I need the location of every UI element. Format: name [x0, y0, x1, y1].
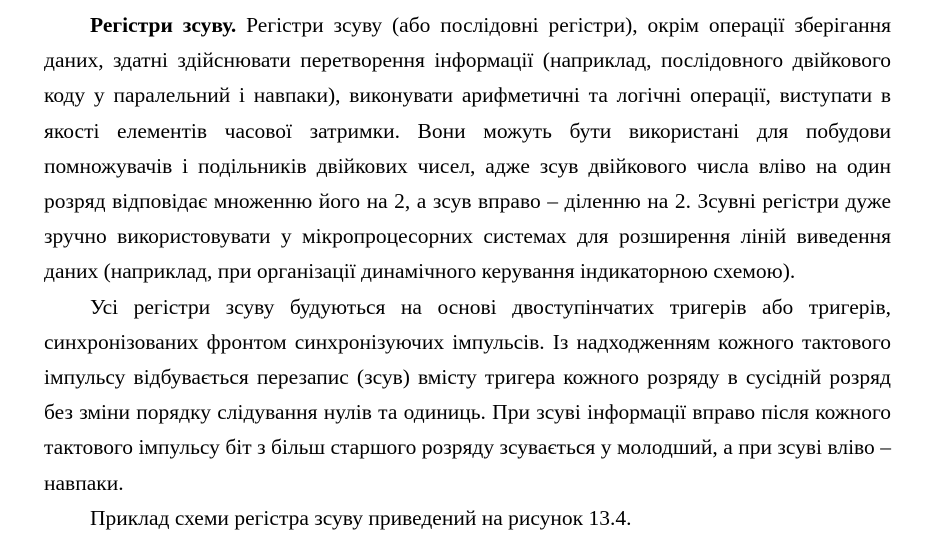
- paragraph-text: Регістри зсуву (або послідовні регістри), окрім операції зберігання даних, здатні здійснювати перетворення інформації (наприклад, послідовного двійкового коду у паралельний і навпаки), виконувати арифметичні та логічні операції, виступати в якості елементів часової затримки. Вони можуть бути використані для побудови помножувачів і подільників двійкових чисел, адже зсув двійкового числа вліво на один розряд відповідає множенню його на 2, а зсув вправо – діленню на 2. Зсувні регістри дуже зручно використовувати у мікропроцесорних системах для розширення ліній виведення даних (наприклад, при організації динамічного керування індикаторною схемою).: [44, 13, 892, 284]
- paragraph-figure-reference: [44, 501, 891, 536]
- paragraph-text: Усі регістри зсуву будуються на основі двоступінчатих тригерів або тригерів, синхронізованих фронтом синхронізуючих імпульсів. Із надходженням кожного тактового імпульсу відбувається перезапис (зсув) вмісту тригера кожного розряду в сусідній розряд без зміни порядку слідування нулів та одиниць. При зсуві інформації вправо після кожного тактового імпульсу біт з більш старшого розряду зсувається у молодший, а при зсуві вліво – навпаки.: [44, 294, 891, 495]
- paragraph-shift-registers-operation: [44, 290, 891, 501]
- paragraph-shift-registers-intro: [44, 8, 891, 290]
- document-body: [44, 8, 891, 536]
- paragraph-lead-term: Регістри зсуву.: [90, 13, 237, 37]
- paragraph-text: Приклад схеми регістра зсуву приведений на рисунок 13.4.: [90, 505, 632, 530]
